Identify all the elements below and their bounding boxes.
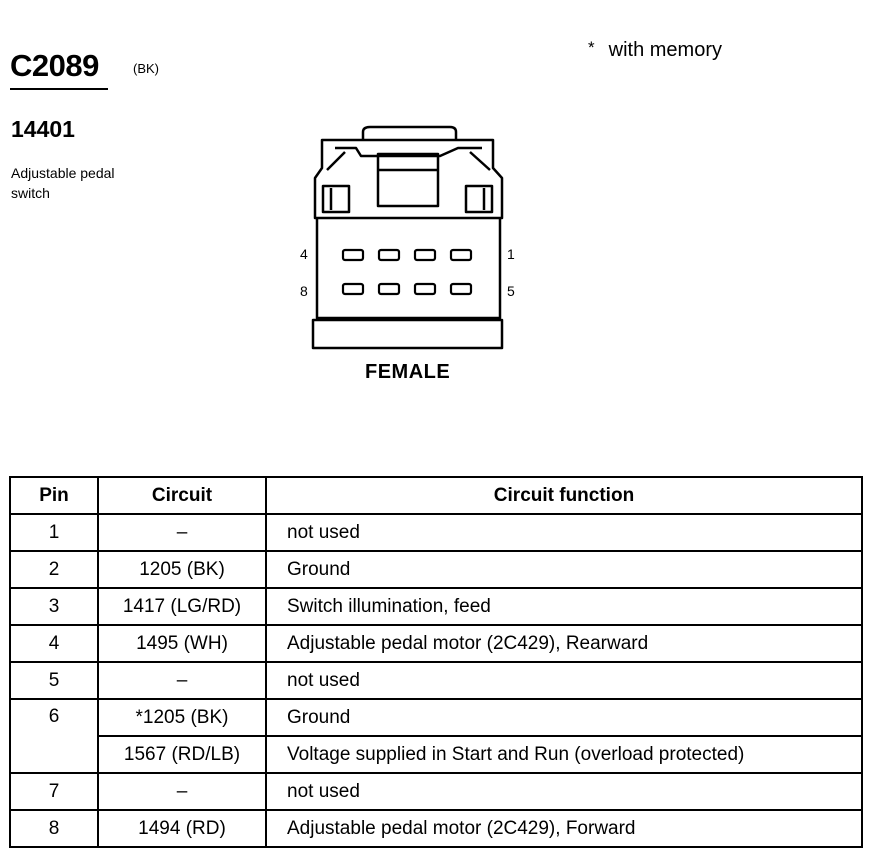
component-number: 14401	[11, 116, 75, 142]
function-cell: Ground	[266, 699, 862, 736]
circuit-cell: –	[98, 662, 266, 699]
pin-cell: 2	[10, 551, 98, 588]
memory-note-symbol: *	[588, 38, 595, 57]
memory-note-text: with memory	[608, 39, 722, 61]
pin-cell: 7	[10, 773, 98, 810]
circuit-cell: 1417 (LG/RD)	[98, 588, 266, 625]
function-cell: not used	[266, 662, 862, 699]
function-cell: Voltage supplied in Start and Run (overload protected)	[266, 736, 862, 773]
table-row	[10, 551, 862, 588]
component-description-line2: switch	[11, 185, 50, 201]
pin-table	[9, 476, 863, 848]
function-cell: Ground	[266, 551, 862, 588]
circuit-cell: 1567 (RD/LB)	[98, 736, 266, 773]
function-cell: Adjustable pedal motor (2C429), Rearward	[266, 625, 862, 662]
table-row	[10, 773, 862, 810]
pin-cell: 6	[10, 699, 98, 773]
pin-label-top-right: 1	[507, 246, 515, 262]
table-row	[10, 699, 862, 736]
pin-cell: 4	[10, 625, 98, 662]
pin-cell: 3	[10, 588, 98, 625]
pin-cell: 1	[10, 514, 98, 551]
circuit-cell: –	[98, 514, 266, 551]
function-cell: Adjustable pedal motor (2C429), Forward	[266, 810, 862, 847]
connector-id: C2089	[10, 48, 99, 83]
connector-id-underline	[10, 88, 108, 90]
circuit-cell: –	[98, 773, 266, 810]
connector-gender-label: FEMALE	[365, 361, 451, 383]
circuit-cell: 1494 (RD)	[98, 810, 266, 847]
table-row	[10, 810, 862, 847]
component-description	[11, 163, 151, 203]
table-header-row	[10, 477, 862, 514]
pin-cell: 5	[10, 662, 98, 699]
header-circuit: Circuit	[98, 477, 266, 514]
table-row	[10, 514, 862, 551]
function-cell: Switch illumination, feed	[266, 588, 862, 625]
circuit-cell: 1205 (BK)	[98, 551, 266, 588]
pin-label-bottom-left: 8	[300, 283, 308, 299]
circuit-cell: *1205 (BK)	[98, 699, 266, 736]
function-cell: not used	[266, 773, 862, 810]
header-function: Circuit function	[266, 477, 862, 514]
header-pin: Pin	[10, 477, 98, 514]
table-row	[10, 588, 862, 625]
table-row	[10, 662, 862, 699]
pin-label-bottom-right: 5	[507, 283, 515, 299]
table-row	[10, 625, 862, 662]
table-row	[10, 736, 862, 773]
function-cell: not used	[266, 514, 862, 551]
circuit-cell: 1495 (WH)	[98, 625, 266, 662]
connector-face-diagram	[290, 120, 530, 360]
component-description-line1: Adjustable pedal	[11, 165, 115, 181]
pin-label-top-left: 4	[300, 246, 308, 262]
connector-color-code: (BK)	[133, 61, 159, 76]
memory-note	[588, 39, 722, 62]
pin-cell: 8	[10, 810, 98, 847]
